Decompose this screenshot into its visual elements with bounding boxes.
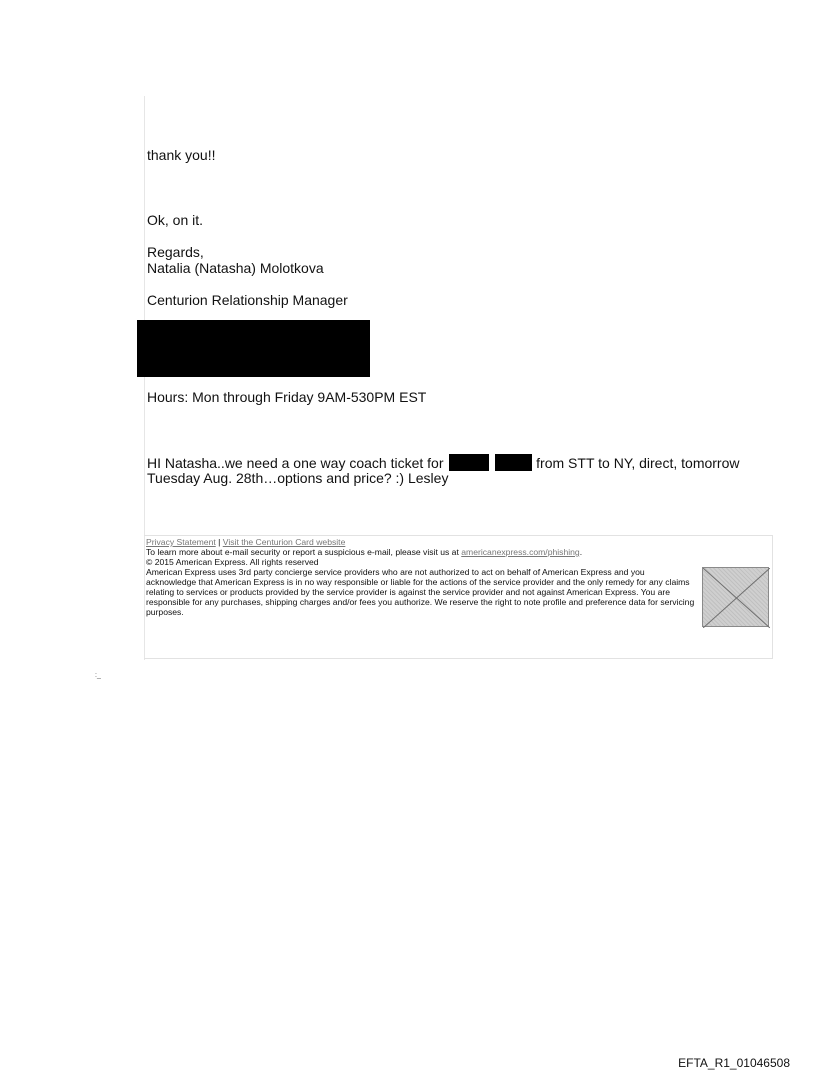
security-text: To learn more about e-mail security or report a suspicious e-mail, please visit us at [146,547,459,557]
redaction-block [495,454,532,471]
footer-links [146,537,696,547]
privacy-statement-link[interactable]: Privacy Statement [146,537,216,547]
centurion-website-link[interactable]: Visit the Centurion Card website [222,537,346,547]
request-line-1 [147,454,740,471]
stray-mark: :_ [95,672,101,679]
phishing-link[interactable]: americanexpress.com/phishing [461,547,580,557]
security-notice [146,547,696,557]
signature-name: Natalia (Natasha) Molotkova [147,260,324,276]
footer-separator: | [218,537,221,547]
reply-ack-text: Ok, on it. [147,212,204,228]
broken-image-icon [702,567,769,627]
redaction-block [137,320,370,377]
footer-text [146,537,696,617]
signature-hours: Hours: Mon through Friday 9AM-530PM EST [147,389,427,405]
request-text-end: from STT to NY, direct, tomorrow [536,455,740,471]
signature-title: Centurion Relationship Manager [147,292,348,308]
request-line-2: Tuesday Aug. 28th…options and price? :) Lesley [147,470,449,486]
reply-thanks-text: thank you!! [147,147,216,163]
bates-number: EFTA_R1_01046508 [678,1056,790,1070]
signature-regards: Regards, [147,244,204,260]
request-text-start: HI Natasha..we need a one way coach ticket for [147,455,444,471]
copyright-text: © 2015 American Express. All rights reserved [146,557,319,567]
disclaimer-text: American Express uses 3rd party concierge service providers who are not authorized to act on behalf of American Express and you acknowledge that American Express is in no way responsible or liable for the actions of the service provider and the only remedy for any claims relating to services or products provided by the service provider is against the service provider and not against American Express. You are responsible for any purchases, shipping charges and/or fees you authorize. We reserve the right to note profile and preference data for servicing purposes. [146,567,695,617]
security-text-end: . [579,547,583,557]
redaction-block [449,454,489,471]
